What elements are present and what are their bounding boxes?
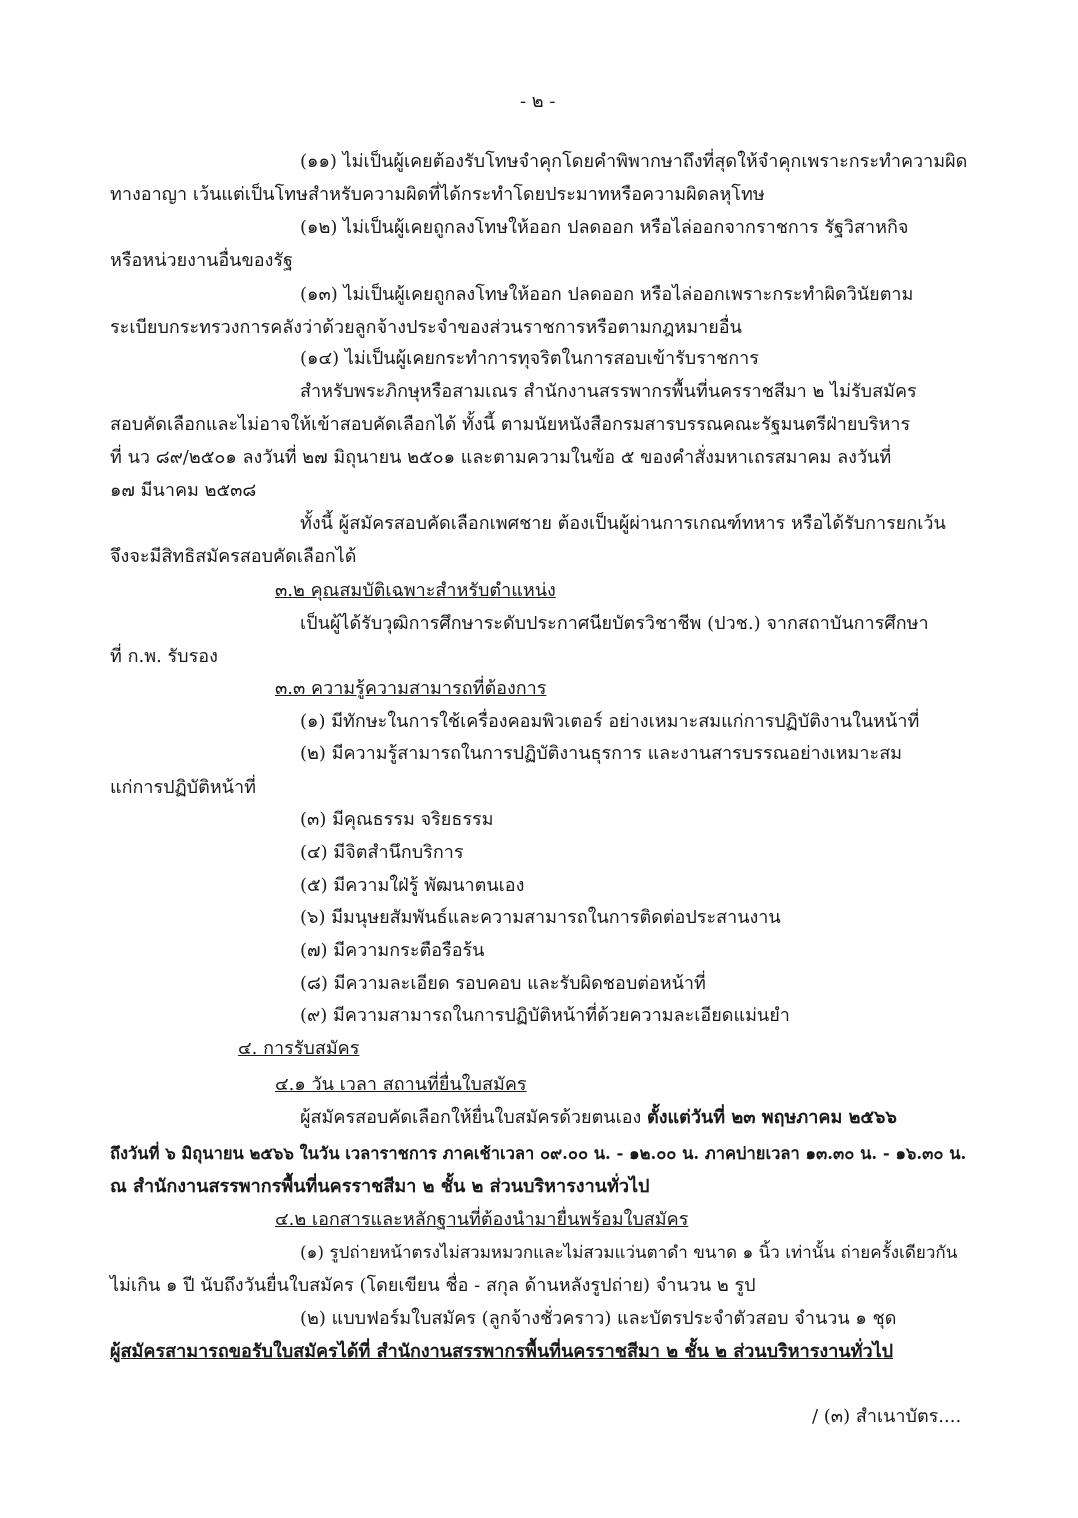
section-3-2-heading: ๓.๒ คุณสมบัติเฉพาะสำหรับตำแหน่ง [275, 580, 556, 601]
section-4-heading: ๔. การรับสมัคร [238, 1038, 360, 1059]
application-period-line-2: ถึงวันที่ ๖ มิถุนายน ๒๕๖๖ ในวัน เวลาราชการ ภาคเช้าเวลา ๐๙.๐๐ น. - ๑๒.๐๐ น. ภาคบ่ายเวลา ๑๓.๓๐ น. - ๑๖.๓๐ น. [110, 1144, 967, 1163]
qualification-13-line-1: (๑๓) ไม่เป็นผู้เคยถูกลงโทษให้ออก ปลดออก หรือไล่ออกเพราะกระทำผิดวินัยตาม [300, 284, 914, 305]
skill-5: (๕) มีความใฝ่รู้ พัฒนาตนเอง [300, 875, 525, 896]
section-3-2-text-line-2: ที่ ก.พ. รับรอง [110, 646, 218, 667]
document-2: (๒) แบบฟอร์มใบสมัคร (ลูกจ้างชั่วคราว) และบัตรประจำตัวสอบ จำนวน ๑ ชุด [300, 1308, 897, 1329]
qualification-12-line-1: (๑๒) ไม่เป็นผู้เคยถูกลงโทษให้ออก ปลดออก หรือไล่ออกจากราชการ รัฐวิสาหกิจ [300, 217, 909, 238]
document-1-line-1: (๑) รูปถ่ายหน้าตรงไม่สวมหมวกและไม่สวมแว่นตาดำ ขนาด ๑ นิ้ว เท่านั้น ถ่ายครั้งเดียวกัน [300, 1243, 958, 1263]
application-period-line-1 [300, 1106, 897, 1130]
skill-1: (๑) มีทักษะในการใช้เครื่องคอมพิวเตอร์ อย่างเหมาะสมแก่การปฏิบัติงานในหน้าที่ [300, 711, 920, 732]
qualification-14: (๑๔) ไม่เป็นผู้เคยกระทำการทุจริตในการสอบเข้ารับราชการ [300, 348, 759, 369]
qualification-13-line-2: ระเบียบกระทรวงการคลังว่าด้วยลูกจ้างประจำของส่วนราชการหรือตามกฎหมายอื่น [110, 317, 742, 338]
continuation-marker: / (๓) สำเนาบัตร.... [812, 1406, 962, 1427]
military-clause-line-2: จึงจะมีสิทธิสมัครสอบคัดเลือกได้ [110, 546, 357, 567]
skill-4: (๔) มีจิตสำนึกบริการ [300, 842, 464, 863]
skill-2-line-2: แก่การปฏิบัติหน้าที่ [110, 777, 256, 798]
monk-clause-line-1: สำหรับพระภิกษุหรือสามเณร สำนักงานสรรพากรพื้นที่นครราชสีมา ๒ ไม่รับสมัคร [300, 381, 917, 402]
monk-clause-line-4: ๑๗ มีนาคม ๒๕๓๘ [110, 480, 257, 501]
skill-3: (๓) มีคุณธรรม จริยธรรม [300, 809, 494, 830]
section-3-2-text-line-1: เป็นผู้ได้รับวุฒิการศึกษาระดับประกาศนียบัตรวิชาชีพ (ปวช.) จากสถาบันการศึกษา [300, 613, 929, 634]
section-4-2-heading: ๔.๒ เอกสารและหลักฐานที่ต้องนำมายื่นพร้อมใบสมัคร [275, 1209, 689, 1230]
skill-2-line-1: (๒) มีความรู้สามารถในการปฏิบัติงานธุรการ และงานสารบรรณอย่างเหมาะสม [300, 743, 903, 764]
qualification-11-line-2: ทางอาญา เว้นแต่เป็นโทษสำหรับความผิดที่ได้กระทำโดยประมาทหรือความผิดลหุโทษ [110, 184, 765, 205]
skill-9: (๙) มีความสามารถในการปฏิบัติหน้าที่ด้วยความละเอียดแม่นยำ [300, 1005, 790, 1026]
document-1-line-2: ไม่เกิน ๑ ปี นับถึงวันยื่นใบสมัคร (โดยเขียน ชื่อ - สกุล ด้านหลังรูปถ่าย) จำนวน ๒ รูป [110, 1275, 756, 1296]
skill-6: (๖) มีมนุษยสัมพันธ์และความสามารถในการติดต่อประสานงาน [300, 907, 781, 928]
monk-clause-line-2: สอบคัดเลือกและไม่อาจให้เข้าสอบคัดเลือกได้ ทั้งนี้ ตามนัยหนังสือกรมสารบรรณคณะรัฐมนตรีฝ่ายบริหาร [110, 414, 911, 435]
page-number: - ๒ - [520, 91, 556, 112]
qualification-12-line-2: หรือหน่วยงานอื่นของรัฐ [110, 250, 293, 271]
monk-clause-line-3: ที่ นว ๘๙/๒๕๐๑ ลงวันที่ ๒๗ มิถุนายน ๒๕๐๑ และตามความในข้อ ๕ ของคำสั่งมหาเถรสมาคม ลงวันที่ [110, 447, 892, 468]
application-start-date: ตั้งแต่วันที่ ๒๓ พฤษภาคม ๒๕๖๖ [647, 1107, 897, 1128]
section-3-3-heading: ๓.๓ ความรู้ความสามารถที่ต้องการ [275, 678, 547, 699]
application-location: ณ สำนักงานสรรพากรพื้นที่นครราชสีมา ๒ ชั้น ๒ ส่วนบริหารงานทั่วไป [110, 1176, 650, 1197]
application-intro-text: ผู้สมัครสอบคัดเลือกให้ยื่นใบสมัครด้วยตนเอง [300, 1107, 648, 1128]
skill-7: (๗) มีความกระตือรือร้น [300, 940, 485, 961]
military-clause-line-1: ทั้งนี้ ผู้สมัครสอบคัดเลือกเพศชาย ต้องเป็นผู้ผ่านการเกณฑ์ทหาร หรือได้รับการยกเว้น [300, 513, 946, 534]
section-4-1-heading: ๔.๑ วัน เวลา สถานที่ยื่นใบสมัคร [275, 1074, 527, 1095]
skill-8: (๘) มีความละเอียด รอบคอบ และรับผิดชอบต่อหน้าที่ [300, 973, 706, 994]
application-form-pickup-note: ผู้สมัครสามารถขอรับใบสมัครได้ที่ สำนักงานสรรพากรพื้นที่นครราชสีมา ๒ ชั้น ๒ ส่วนบริหารงานทั่วไป [110, 1341, 894, 1362]
qualification-11-line-1: (๑๑) ไม่เป็นผู้เคยต้องรับโทษจำคุกโดยคำพิพากษาถึงที่สุดให้จำคุกเพราะกระทำความผิด [300, 151, 968, 172]
